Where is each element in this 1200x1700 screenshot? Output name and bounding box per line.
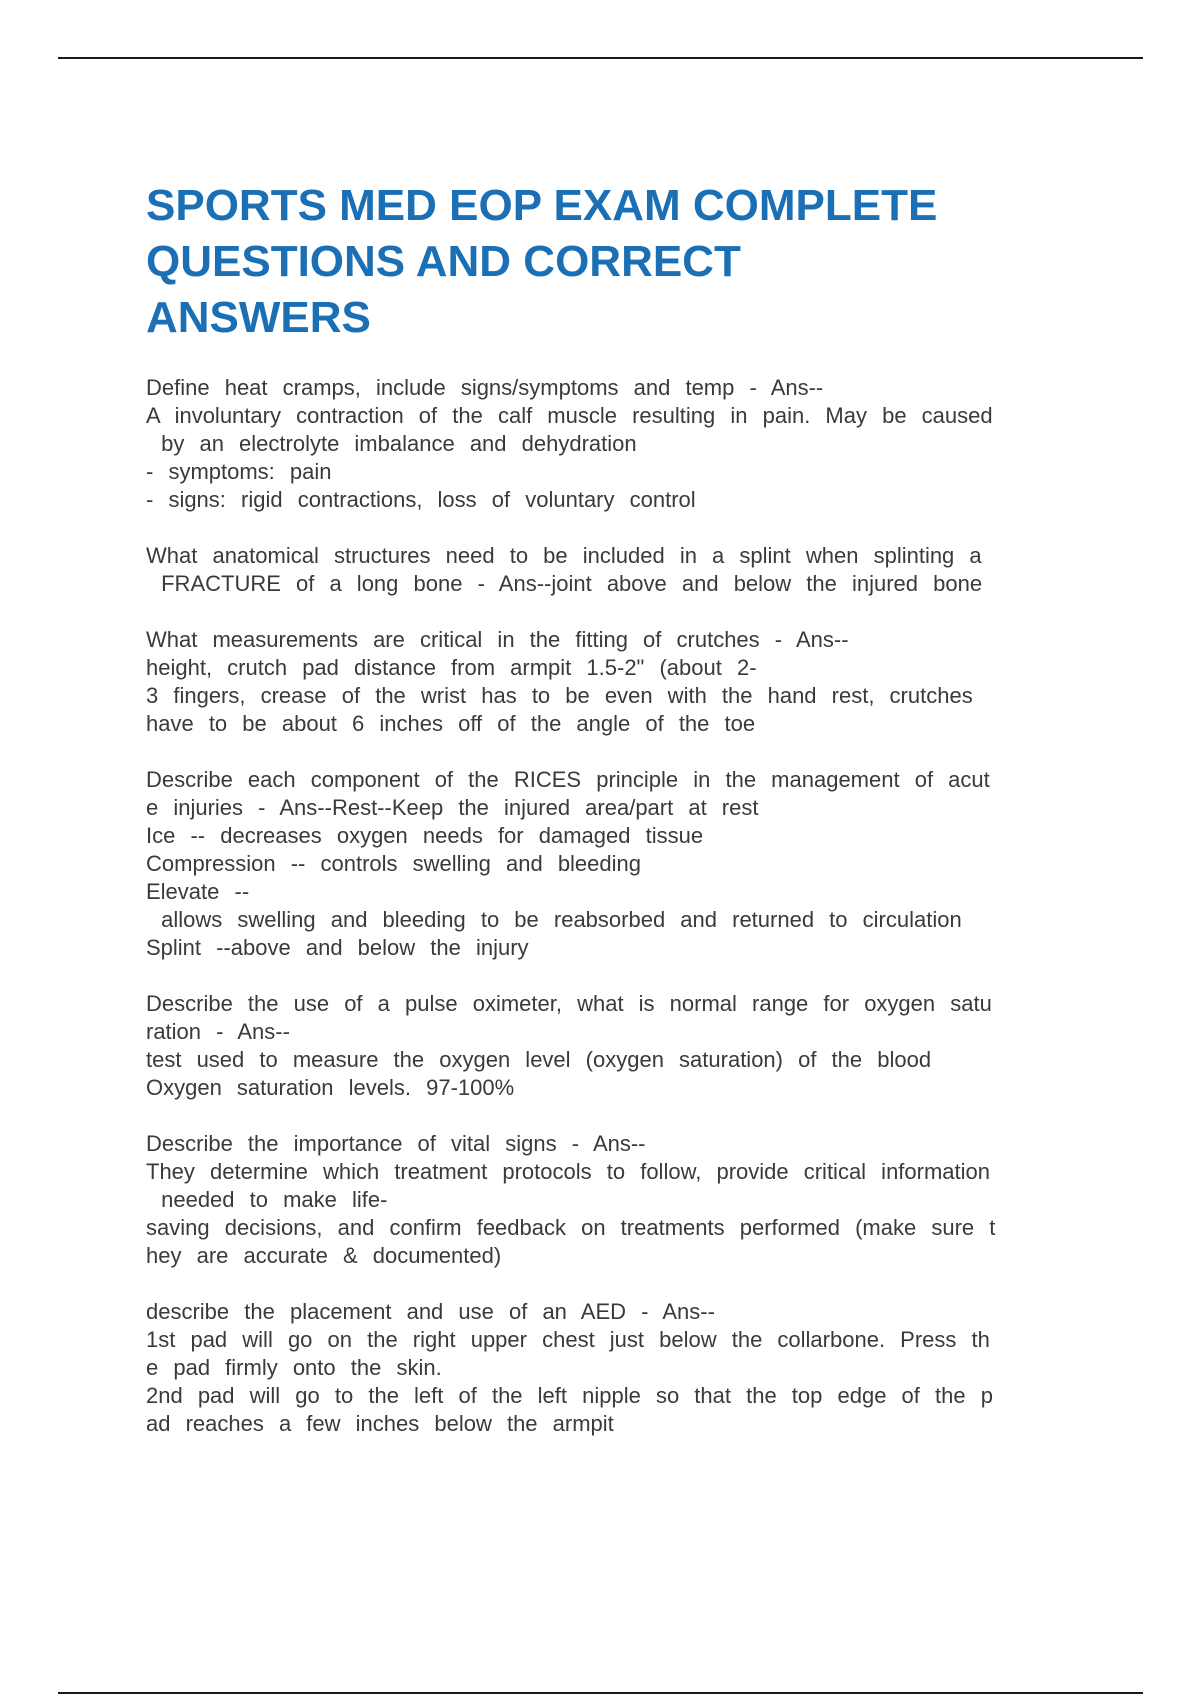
bottom-rule <box>58 1692 1143 1694</box>
qa-item-pulse-oximeter <box>146 990 1088 1102</box>
qa-line: 1st pad will go on the right upper chest just below the collarbone. Press th <box>146 1327 990 1352</box>
qa-line: Elevate -- <box>146 879 250 904</box>
title-line: SPORTS MED EOP EXAM COMPLETE <box>146 181 938 230</box>
qa-line: What anatomical structures need to be included in a splint when splinting a <box>146 543 982 568</box>
qa-line: A involuntary contraction of the calf muscle resulting in pain. May be caused <box>146 403 993 428</box>
title-line: ANSWERS <box>146 293 371 342</box>
qa-line: 2nd pad will go to the left of the left nipple so that the top edge of the p <box>146 1383 993 1408</box>
qa-item-heat-cramps <box>146 374 1088 514</box>
qa-line: Oxygen saturation levels. 97-100% <box>146 1075 515 1100</box>
qa-line: What measurements are critical in the fitting of crutches - Ans-- <box>146 627 849 652</box>
qa-line: hey are accurate & documented) <box>146 1243 502 1268</box>
qa-line: Splint --above and below the injury <box>146 935 529 960</box>
title-line: QUESTIONS AND CORRECT <box>146 237 741 286</box>
qa-item-splint <box>146 542 1088 598</box>
qa-line: Ice -- decreases oxygen needs for damaged tissue <box>146 823 704 848</box>
qa-line: saving decisions, and confirm feedback on treatments performed (make sure t <box>146 1215 996 1240</box>
qa-line: by an electrolyte imbalance and dehydration <box>146 431 637 456</box>
qa-line: needed to make life- <box>146 1187 388 1212</box>
qa-item-crutches <box>146 626 1088 738</box>
qa-line: height, crutch pad distance from armpit 1.5-2" (about 2- <box>146 655 757 680</box>
qa-line: - signs: rigid contractions, loss of voluntary control <box>146 487 696 512</box>
document-title <box>146 178 1088 346</box>
qa-line: describe the placement and use of an AED - Ans-- <box>146 1299 715 1324</box>
qa-line: FRACTURE of a long bone - Ans--joint above and below the injured bone <box>146 571 983 596</box>
qa-line: have to be about 6 inches off of the angle of the toe <box>146 711 756 736</box>
qa-line: Describe the importance of vital signs - Ans-- <box>146 1131 646 1156</box>
qa-line: Describe the use of a pulse oximeter, what is normal range for oxygen satu <box>146 991 992 1016</box>
qa-line: ration - Ans-- <box>146 1019 290 1044</box>
document-body <box>146 178 1088 1466</box>
qa-line: e injuries - Ans--Rest--Keep the injured area/part at rest <box>146 795 759 820</box>
qa-line: Define heat cramps, include signs/symptoms and temp - Ans-- <box>146 375 824 400</box>
qa-line: allows swelling and bleeding to be reabsorbed and returned to circulation <box>146 907 962 932</box>
qa-line: 3 fingers, crease of the wrist has to be even with the hand rest, crutches <box>146 683 973 708</box>
qa-line: - symptoms: pain <box>146 459 332 484</box>
qa-item-aed <box>146 1298 1088 1438</box>
qa-line: Compression -- controls swelling and bleeding <box>146 851 642 876</box>
top-rule <box>58 57 1143 59</box>
qa-line: Describe each component of the RICES principle in the management of acut <box>146 767 990 792</box>
qa-line: ad reaches a few inches below the armpit <box>146 1411 614 1436</box>
qa-item-rices <box>146 766 1088 962</box>
qa-line: e pad firmly onto the skin. <box>146 1355 442 1380</box>
qa-item-vital-signs <box>146 1130 1088 1270</box>
qa-line: They determine which treatment protocols to follow, provide critical information <box>146 1159 991 1184</box>
qa-line: test used to measure the oxygen level (oxygen saturation) of the blood <box>146 1047 932 1072</box>
